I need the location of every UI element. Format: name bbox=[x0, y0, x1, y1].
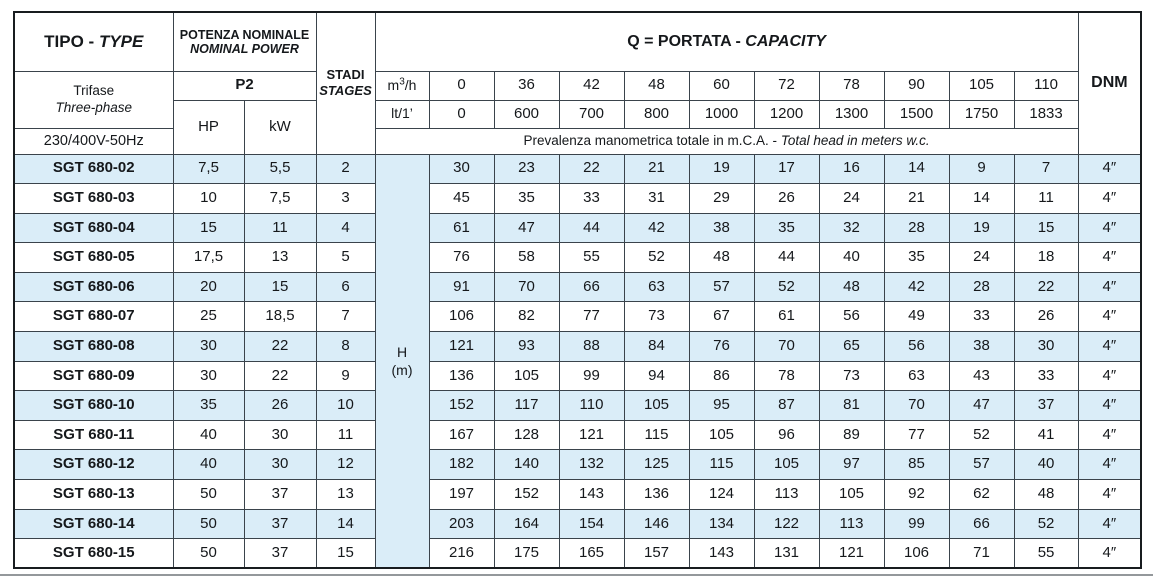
m3h-value-cell: 110 bbox=[1014, 71, 1078, 100]
m3h-value-cell: 0 bbox=[429, 71, 494, 100]
dnm-cell: 4″ bbox=[1078, 480, 1141, 510]
head-value-cell: 121 bbox=[559, 420, 624, 450]
head-value-cell: 62 bbox=[949, 480, 1014, 510]
nominal-power-header bbox=[173, 12, 316, 71]
hp-cell: 7,5 bbox=[173, 154, 244, 184]
head-value-cell: 106 bbox=[884, 539, 949, 569]
head-value-cell: 77 bbox=[884, 420, 949, 450]
head-value-cell: 15 bbox=[1014, 213, 1078, 243]
table-row bbox=[14, 480, 1141, 510]
table-row bbox=[14, 272, 1141, 302]
three-phase-label bbox=[14, 71, 173, 128]
table-row bbox=[14, 391, 1141, 421]
head-value-cell: 61 bbox=[754, 302, 819, 332]
head-value-cell: 128 bbox=[494, 420, 559, 450]
head-value-cell: 70 bbox=[884, 391, 949, 421]
head-value-cell: 78 bbox=[754, 361, 819, 391]
head-value-cell: 58 bbox=[494, 243, 559, 273]
head-value-cell: 93 bbox=[494, 332, 559, 362]
head-value-cell: 55 bbox=[1014, 539, 1078, 569]
head-value-cell: 63 bbox=[884, 361, 949, 391]
stages-cell: 15 bbox=[316, 539, 375, 569]
head-value-cell: 63 bbox=[624, 272, 689, 302]
head-value-cell: 117 bbox=[494, 391, 559, 421]
pump-type-cell: SGT 680-08 bbox=[14, 332, 173, 362]
m3h-value-cell: 36 bbox=[494, 71, 559, 100]
hp-cell: 25 bbox=[173, 302, 244, 332]
dnm-cell: 4″ bbox=[1078, 450, 1141, 480]
kw-cell: 13 bbox=[244, 243, 316, 273]
head-value-cell: 33 bbox=[559, 184, 624, 214]
table-row bbox=[14, 213, 1141, 243]
head-value-cell: 21 bbox=[884, 184, 949, 214]
head-value-cell: 132 bbox=[559, 450, 624, 480]
head-value-cell: 216 bbox=[429, 539, 494, 569]
head-value-cell: 140 bbox=[494, 450, 559, 480]
head-value-cell: 37 bbox=[1014, 391, 1078, 421]
head-value-cell: 136 bbox=[624, 480, 689, 510]
stadi-label-en: STAGES bbox=[319, 83, 372, 99]
lt-value-cell: 600 bbox=[494, 100, 559, 128]
head-value-cell: 87 bbox=[754, 391, 819, 421]
head-value-cell: 16 bbox=[819, 154, 884, 184]
head-value-cell: 35 bbox=[754, 213, 819, 243]
tipo-label: TIPO - bbox=[44, 32, 99, 52]
hp-cell: 40 bbox=[173, 420, 244, 450]
kw-cell: 37 bbox=[244, 539, 316, 569]
head-value-cell: 26 bbox=[1014, 302, 1078, 332]
pump-type-cell: SGT 680-09 bbox=[14, 361, 173, 391]
dnm-cell: 4″ bbox=[1078, 391, 1141, 421]
head-value-cell: 23 bbox=[494, 154, 559, 184]
head-value-cell: 125 bbox=[624, 450, 689, 480]
head-value-cell: 81 bbox=[819, 391, 884, 421]
head-value-cell: 47 bbox=[494, 213, 559, 243]
head-value-cell: 105 bbox=[689, 420, 754, 450]
dnm-cell: 4″ bbox=[1078, 272, 1141, 302]
tipo-label-en: TYPE bbox=[98, 32, 144, 52]
potenza-label-it: POTENZA NOMINALE bbox=[179, 27, 310, 42]
dnm-cell: 4″ bbox=[1078, 539, 1141, 569]
hp-column-header: HP bbox=[173, 100, 244, 154]
head-unit-label bbox=[375, 154, 429, 568]
head-value-cell: 19 bbox=[949, 213, 1014, 243]
pump-type-cell: SGT 680-11 bbox=[14, 420, 173, 450]
stages-cell: 10 bbox=[316, 391, 375, 421]
kw-cell: 30 bbox=[244, 420, 316, 450]
head-value-cell: 71 bbox=[949, 539, 1014, 569]
dnm-cell: 4″ bbox=[1078, 420, 1141, 450]
stages-cell: 7 bbox=[316, 302, 375, 332]
pump-type-cell: SGT 680-15 bbox=[14, 539, 173, 569]
lt-value-cell: 1200 bbox=[754, 100, 819, 128]
total-head-note bbox=[375, 128, 1078, 154]
head-value-cell: 82 bbox=[494, 302, 559, 332]
hp-cell: 30 bbox=[173, 361, 244, 391]
pump-type-cell: SGT 680-14 bbox=[14, 509, 173, 539]
head-value-cell: 67 bbox=[689, 302, 754, 332]
head-value-cell: 84 bbox=[624, 332, 689, 362]
pump-type-cell: SGT 680-02 bbox=[14, 154, 173, 184]
head-value-cell: 167 bbox=[429, 420, 494, 450]
head-value-cell: 143 bbox=[689, 539, 754, 569]
dnm-cell: 4″ bbox=[1078, 154, 1141, 184]
head-value-cell: 143 bbox=[559, 480, 624, 510]
head-value-cell: 95 bbox=[689, 391, 754, 421]
dnm-cell: 4″ bbox=[1078, 184, 1141, 214]
voltage-label: 230/400V-50Hz bbox=[14, 128, 173, 154]
head-value-cell: 99 bbox=[559, 361, 624, 391]
head-value-cell: 92 bbox=[884, 480, 949, 510]
hp-cell: 30 bbox=[173, 332, 244, 362]
stages-cell: 9 bbox=[316, 361, 375, 391]
head-value-cell: 28 bbox=[949, 272, 1014, 302]
head-value-cell: 52 bbox=[754, 272, 819, 302]
potenza-label-en: NOMINAL POWER bbox=[190, 41, 299, 56]
head-value-cell: 56 bbox=[884, 332, 949, 362]
pump-spec-table bbox=[13, 11, 1142, 569]
head-value-cell: 32 bbox=[819, 213, 884, 243]
head-value-cell: 7 bbox=[1014, 154, 1078, 184]
head-value-cell: 26 bbox=[754, 184, 819, 214]
head-value-cell: 45 bbox=[429, 184, 494, 214]
kw-cell: 26 bbox=[244, 391, 316, 421]
head-value-cell: 9 bbox=[949, 154, 1014, 184]
head-value-cell: 48 bbox=[689, 243, 754, 273]
stages-cell: 5 bbox=[316, 243, 375, 273]
head-value-cell: 40 bbox=[819, 243, 884, 273]
meters-label: (m) bbox=[391, 361, 413, 378]
head-value-cell: 44 bbox=[559, 213, 624, 243]
table-row bbox=[14, 420, 1141, 450]
head-value-cell: 31 bbox=[624, 184, 689, 214]
type-column-header bbox=[14, 12, 173, 71]
hp-cell: 10 bbox=[173, 184, 244, 214]
kw-cell: 37 bbox=[244, 480, 316, 510]
kw-cell: 37 bbox=[244, 509, 316, 539]
head-value-cell: 134 bbox=[689, 509, 754, 539]
kw-cell: 7,5 bbox=[244, 184, 316, 214]
head-value-cell: 52 bbox=[949, 420, 1014, 450]
table-row bbox=[14, 450, 1141, 480]
lt-value-cell: 1833 bbox=[1014, 100, 1078, 128]
head-value-cell: 152 bbox=[494, 480, 559, 510]
lt-value-cell: 1500 bbox=[884, 100, 949, 128]
m3h-value-cell: 60 bbox=[689, 71, 754, 100]
m3h-value-cell: 42 bbox=[559, 71, 624, 100]
pump-type-cell: SGT 680-03 bbox=[14, 184, 173, 214]
head-value-cell: 97 bbox=[819, 450, 884, 480]
head-value-cell: 24 bbox=[819, 184, 884, 214]
head-value-cell: 42 bbox=[624, 213, 689, 243]
stages-cell: 4 bbox=[316, 213, 375, 243]
dnm-column-header: DNM bbox=[1078, 12, 1141, 154]
head-value-cell: 11 bbox=[1014, 184, 1078, 214]
stages-cell: 2 bbox=[316, 154, 375, 184]
head-value-cell: 122 bbox=[754, 509, 819, 539]
head-value-cell: 113 bbox=[819, 509, 884, 539]
table-row bbox=[14, 302, 1141, 332]
pump-type-cell: SGT 680-05 bbox=[14, 243, 173, 273]
head-value-cell: 48 bbox=[819, 272, 884, 302]
head-value-cell: 76 bbox=[689, 332, 754, 362]
dnm-cell: 4″ bbox=[1078, 243, 1141, 273]
head-value-cell: 17 bbox=[754, 154, 819, 184]
pump-type-cell: SGT 680-04 bbox=[14, 213, 173, 243]
head-value-cell: 73 bbox=[819, 361, 884, 391]
head-value-cell: 146 bbox=[624, 509, 689, 539]
lt-value-cell: 1000 bbox=[689, 100, 754, 128]
kw-column-header: kW bbox=[244, 100, 316, 154]
lt-value-cell: 1750 bbox=[949, 100, 1014, 128]
hp-cell: 20 bbox=[173, 272, 244, 302]
table-row bbox=[14, 332, 1141, 362]
head-value-cell: 33 bbox=[949, 302, 1014, 332]
head-value-cell: 35 bbox=[884, 243, 949, 273]
head-value-cell: 99 bbox=[884, 509, 949, 539]
head-value-cell: 113 bbox=[754, 480, 819, 510]
head-value-cell: 28 bbox=[884, 213, 949, 243]
head-value-cell: 164 bbox=[494, 509, 559, 539]
head-value-cell: 121 bbox=[429, 332, 494, 362]
head-value-cell: 85 bbox=[884, 450, 949, 480]
head-value-cell: 105 bbox=[494, 361, 559, 391]
head-value-cell: 35 bbox=[494, 184, 559, 214]
head-value-cell: 40 bbox=[1014, 450, 1078, 480]
head-value-cell: 136 bbox=[429, 361, 494, 391]
kw-cell: 22 bbox=[244, 361, 316, 391]
capacity-header bbox=[375, 12, 1078, 71]
lt-value-cell: 0 bbox=[429, 100, 494, 128]
head-value-cell: 70 bbox=[494, 272, 559, 302]
head-value-cell: 61 bbox=[429, 213, 494, 243]
head-value-cell: 22 bbox=[559, 154, 624, 184]
hp-cell: 50 bbox=[173, 480, 244, 510]
head-value-cell: 22 bbox=[1014, 272, 1078, 302]
head-value-cell: 76 bbox=[429, 243, 494, 273]
table-row bbox=[14, 184, 1141, 214]
head-value-cell: 30 bbox=[1014, 332, 1078, 362]
dnm-cell: 4″ bbox=[1078, 332, 1141, 362]
hp-cell: 50 bbox=[173, 539, 244, 569]
head-value-cell: 124 bbox=[689, 480, 754, 510]
head-value-cell: 94 bbox=[624, 361, 689, 391]
kw-cell: 22 bbox=[244, 332, 316, 362]
kw-cell: 11 bbox=[244, 213, 316, 243]
table-row bbox=[14, 509, 1141, 539]
kw-cell: 18,5 bbox=[244, 302, 316, 332]
q-label-it: Q = PORTATA - bbox=[627, 32, 746, 50]
head-value-cell: 77 bbox=[559, 302, 624, 332]
pump-type-cell: SGT 680-12 bbox=[14, 450, 173, 480]
pump-type-cell: SGT 680-10 bbox=[14, 391, 173, 421]
hp-cell: 15 bbox=[173, 213, 244, 243]
head-value-cell: 41 bbox=[1014, 420, 1078, 450]
hp-cell: 35 bbox=[173, 391, 244, 421]
head-value-cell: 14 bbox=[949, 184, 1014, 214]
stages-column-header bbox=[316, 12, 375, 154]
head-value-cell: 42 bbox=[884, 272, 949, 302]
head-value-cell: 24 bbox=[949, 243, 1014, 273]
head-value-cell: 38 bbox=[949, 332, 1014, 362]
stages-cell: 14 bbox=[316, 509, 375, 539]
hp-cell: 50 bbox=[173, 509, 244, 539]
head-value-cell: 115 bbox=[624, 420, 689, 450]
dnm-cell: 4″ bbox=[1078, 509, 1141, 539]
head-value-cell: 14 bbox=[884, 154, 949, 184]
table-row bbox=[14, 154, 1141, 184]
head-value-cell: 203 bbox=[429, 509, 494, 539]
head-value-cell: 115 bbox=[689, 450, 754, 480]
head-value-cell: 91 bbox=[429, 272, 494, 302]
head-value-cell: 66 bbox=[559, 272, 624, 302]
prevalenza-en: Total head in meters w.c. bbox=[780, 133, 930, 149]
head-value-cell: 47 bbox=[949, 391, 1014, 421]
hp-cell: 40 bbox=[173, 450, 244, 480]
page-divider bbox=[0, 574, 1153, 576]
head-value-cell: 29 bbox=[689, 184, 754, 214]
lt-unit-label: lt/1’ bbox=[375, 100, 429, 128]
head-value-cell: 88 bbox=[559, 332, 624, 362]
head-value-cell: 96 bbox=[754, 420, 819, 450]
stages-cell: 12 bbox=[316, 450, 375, 480]
head-value-cell: 18 bbox=[1014, 243, 1078, 273]
head-value-cell: 49 bbox=[884, 302, 949, 332]
head-value-cell: 66 bbox=[949, 509, 1014, 539]
p2-header: P2 bbox=[173, 71, 316, 100]
head-value-cell: 52 bbox=[1014, 509, 1078, 539]
m3h-unit-label: $m^3/h$ bbox=[375, 71, 429, 100]
head-value-cell: 110 bbox=[559, 391, 624, 421]
head-value-cell: 106 bbox=[429, 302, 494, 332]
head-value-cell: 73 bbox=[624, 302, 689, 332]
h-label: H bbox=[396, 343, 408, 360]
head-value-cell: 89 bbox=[819, 420, 884, 450]
m3h-value-cell: 105 bbox=[949, 71, 1014, 100]
q-label-en: CAPACITY bbox=[745, 32, 826, 50]
head-value-cell: 152 bbox=[429, 391, 494, 421]
head-value-cell: 165 bbox=[559, 539, 624, 569]
head-value-cell: 56 bbox=[819, 302, 884, 332]
head-value-cell: 105 bbox=[819, 480, 884, 510]
pump-type-cell: SGT 680-13 bbox=[14, 480, 173, 510]
kw-cell: 30 bbox=[244, 450, 316, 480]
table-row bbox=[14, 361, 1141, 391]
dnm-cell: 4″ bbox=[1078, 213, 1141, 243]
trifase-label-it: Trifase bbox=[73, 82, 115, 98]
m3h-value-cell: 78 bbox=[819, 71, 884, 100]
stages-cell: 8 bbox=[316, 332, 375, 362]
head-value-cell: 154 bbox=[559, 509, 624, 539]
m3h-value-cell: 48 bbox=[624, 71, 689, 100]
head-value-cell: 43 bbox=[949, 361, 1014, 391]
head-value-cell: 70 bbox=[754, 332, 819, 362]
head-value-cell: 55 bbox=[559, 243, 624, 273]
head-value-cell: 105 bbox=[754, 450, 819, 480]
head-value-cell: 105 bbox=[624, 391, 689, 421]
head-value-cell: 48 bbox=[1014, 480, 1078, 510]
stages-cell: 6 bbox=[316, 272, 375, 302]
lt-value-cell: 800 bbox=[624, 100, 689, 128]
stages-cell: 13 bbox=[316, 480, 375, 510]
head-value-cell: 57 bbox=[689, 272, 754, 302]
head-value-cell: 157 bbox=[624, 539, 689, 569]
head-value-cell: 57 bbox=[949, 450, 1014, 480]
pump-type-cell: SGT 680-06 bbox=[14, 272, 173, 302]
lt-value-cell: 1300 bbox=[819, 100, 884, 128]
pump-type-cell: SGT 680-07 bbox=[14, 302, 173, 332]
table-row bbox=[14, 539, 1141, 569]
head-value-cell: 131 bbox=[754, 539, 819, 569]
m3h-value-cell: 90 bbox=[884, 71, 949, 100]
head-value-cell: 182 bbox=[429, 450, 494, 480]
lt-value-cell: 700 bbox=[559, 100, 624, 128]
head-value-cell: 175 bbox=[494, 539, 559, 569]
stadi-label-it: STADI bbox=[326, 67, 365, 82]
kw-cell: 15 bbox=[244, 272, 316, 302]
head-value-cell: 19 bbox=[689, 154, 754, 184]
head-value-cell: 86 bbox=[689, 361, 754, 391]
m3h-value-cell: 72 bbox=[754, 71, 819, 100]
head-value-cell: 52 bbox=[624, 243, 689, 273]
head-value-cell: 30 bbox=[429, 154, 494, 184]
stages-cell: 11 bbox=[316, 420, 375, 450]
head-value-cell: 21 bbox=[624, 154, 689, 184]
dnm-cell: 4″ bbox=[1078, 302, 1141, 332]
head-value-cell: 38 bbox=[689, 213, 754, 243]
head-value-cell: 33 bbox=[1014, 361, 1078, 391]
prevalenza-it: Prevalenza manometrica totale in m.C.A. - bbox=[523, 133, 781, 149]
head-value-cell: 65 bbox=[819, 332, 884, 362]
head-value-cell: 44 bbox=[754, 243, 819, 273]
head-value-cell: 121 bbox=[819, 539, 884, 569]
trifase-label-en: Three-phase bbox=[55, 99, 133, 115]
hp-cell: 17,5 bbox=[173, 243, 244, 273]
head-value-cell: 197 bbox=[429, 480, 494, 510]
kw-cell: 5,5 bbox=[244, 154, 316, 184]
dnm-cell: 4″ bbox=[1078, 361, 1141, 391]
stages-cell: 3 bbox=[316, 184, 375, 214]
table-row bbox=[14, 243, 1141, 273]
